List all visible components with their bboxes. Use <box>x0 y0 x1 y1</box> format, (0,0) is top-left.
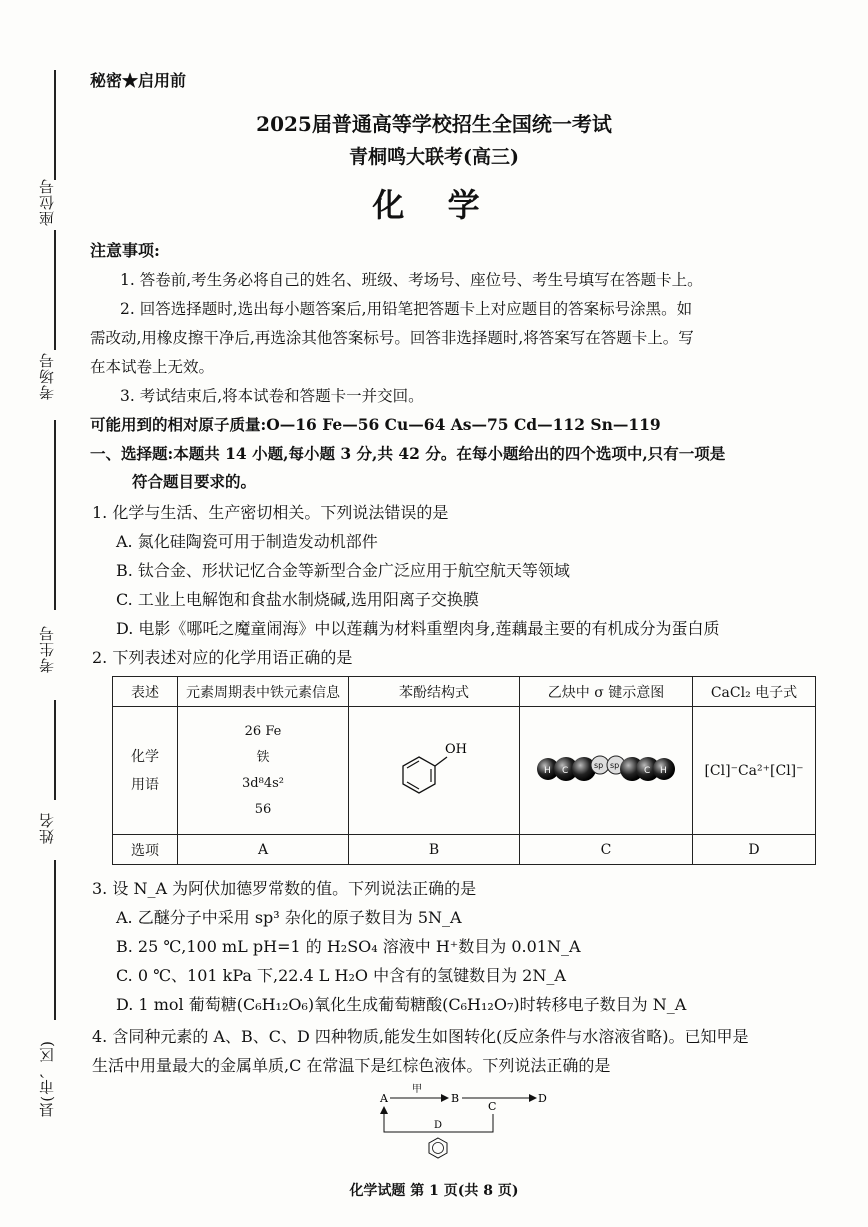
margin-label-county: 县(市、区) <box>38 1040 56 1118</box>
margin-line <box>54 230 56 350</box>
q3-option-b: B. 25 ℃,100 mL pH=1 的 H₂SO₄ 溶液中 H⁺数目为 0.01N_A <box>116 937 581 956</box>
q1-option-b: B. 钛合金、形状记忆合金等新型合金广泛应用于航空航天等领域 <box>116 561 570 580</box>
margin-line <box>54 420 56 610</box>
q2-phenol-cell <box>349 707 520 835</box>
q3-option-d: D. 1 mol 葡萄糖(C₆H₁₂O₆)氧化生成葡萄糖酸(C₆H₁₂O₇)时转移电子数目为 N_A <box>116 995 687 1014</box>
ballstick-label: sp <box>594 760 604 770</box>
notes-item-2a: 2. 回答选择题时,选出每小题答案后,用铅笔把答题卡上对应题目的答案标号涂黑。如 <box>120 300 693 318</box>
page-footer: 化学试题 第 1 页(共 8 页) <box>349 1183 519 1199</box>
phenol-structure-icon <box>389 729 479 809</box>
ballstick-label: C <box>644 765 651 776</box>
label-jia: 甲 <box>412 1084 422 1095</box>
loop-label-d: D <box>434 1120 443 1131</box>
section-1-line-2: 符合题目要求的。 <box>132 472 257 491</box>
fe-mass: 56 <box>254 801 272 817</box>
oh-label: OH <box>445 741 467 757</box>
ballstick-label: C <box>562 765 569 776</box>
benzene-icon <box>429 1138 447 1158</box>
margin-label-seat: 座位号 <box>38 178 56 226</box>
q2-stem: 2. 下列表述对应的化学用语正确的是 <box>92 648 353 667</box>
margin-label-room: 考场号 <box>38 352 56 400</box>
q4-line-2: 生活中用量最大的金属单质,C 在常温下是红棕色液体。下列说法正确的是 <box>92 1056 611 1075</box>
notes-title: 注意事项: <box>90 241 160 260</box>
q1-option-a: A. 氮化硅陶瓷可用于制造发动机部件 <box>116 532 378 551</box>
q2-header-desc: 表述 <box>113 677 178 707</box>
margin-label-name: 姓名 <box>38 812 56 844</box>
margin-line <box>54 860 56 1020</box>
notes-item-2b: 需改动,用橡皮擦干净后,再选涂其他答案标号。回答非选择题时,将答案写在答题卡上。写 <box>90 329 694 347</box>
q4-line-1: 4. 含同种元素的 A、B、C、D 四种物质,能发生如图转化(反应条件与水溶液省略)。已知甲是 <box>92 1027 749 1046</box>
benzene-ring-circle <box>433 1143 444 1154</box>
exam-subtitle: 青桐鸣大联考(高三) <box>349 146 519 168</box>
node-d: D <box>538 1092 547 1105</box>
ballstick-label: H <box>544 765 551 776</box>
q4-conversion-diagram <box>370 1080 560 1170</box>
acetylene-sigma-bond-diagram <box>536 749 676 789</box>
q2-option-c: C <box>520 835 693 865</box>
margin-label-examinee: 考生号 <box>38 625 56 673</box>
q2-option-d: D <box>693 835 816 865</box>
margin-line <box>54 700 56 800</box>
q1-stem: 1. 化学与生活、生产密切相关。下列说法错误的是 <box>92 503 449 522</box>
q2-header-acetylene: 乙炔中 σ 键示意图 <box>520 677 693 707</box>
q2-option-b: B <box>349 835 520 865</box>
q2-row-label: 化学 用语 <box>113 707 178 835</box>
q3-option-c: C. 0 ℃、101 kPa 下,22.4 L H₂O 中含有的氢键数目为 2N_A <box>116 966 566 985</box>
notes-item-3: 3. 考试结束后,将本试卷和答题卡一并交回。 <box>120 387 424 405</box>
node-b: B <box>451 1092 460 1105</box>
q2-cacl2-cell: [Cl]⁻Ca²⁺[Cl]⁻ <box>693 707 816 835</box>
notes-item-1: 1. 答卷前,考生务必将自己的姓名、班级、考场号、座位号、考生号填写在答题卡上。 <box>120 271 703 289</box>
subject-title: 化 学 <box>372 186 496 224</box>
q2-header-fe: 元素周期表中铁元素信息 <box>178 677 349 707</box>
fe-name: 铁 <box>256 749 270 765</box>
node-c: C <box>488 1100 497 1113</box>
q1-option-d: D. 电影《哪吒之魔童闹海》中以莲藕为材料重塑肉身,莲藕最主要的有机成分为蛋白质 <box>116 619 720 638</box>
notes-item-2c: 在本试卷上无效。 <box>90 358 215 376</box>
fe-config: 3d⁸4s² <box>242 775 284 791</box>
ballstick-label: H <box>660 765 667 776</box>
q2-fe-cell <box>178 707 349 835</box>
q1-option-c: C. 工业上电解饱和食盐水制烧碱,选用阳离子交换膜 <box>116 590 479 609</box>
exam-title: 2025届普通高等学校招生全国统一考试 <box>256 112 612 136</box>
secret-label: 秘密★启用前 <box>90 71 187 90</box>
fe-number: 26 Fe <box>244 723 282 739</box>
ballstick-label: sp <box>610 760 620 770</box>
section-1-line-1: 一、选择题:本题共 14 小题,每小题 3 分,共 42 分。在每小题给出的四个选项中,只有一项是 <box>90 444 726 463</box>
q2-table <box>112 676 816 865</box>
q2-option-a: A <box>178 835 349 865</box>
q3-stem: 3. 设 N_A 为阿伏加德罗常数的值。下列说法正确的是 <box>92 879 477 898</box>
benzene-ring <box>403 757 435 793</box>
q2-option-label: 选项 <box>113 835 178 865</box>
oh-bond <box>435 757 447 766</box>
q2-header-cacl2: CaCl₂ 电子式 <box>693 677 816 707</box>
node-a: A <box>380 1092 388 1105</box>
q2-acetylene-cell <box>520 707 693 835</box>
atomic-masses: 可能用到的相对原子质量:O—16 Fe—56 Cu—64 As—75 Cd—112 Sn—119 <box>90 415 661 434</box>
q2-header-phenol: 苯酚结构式 <box>349 677 520 707</box>
q3-option-a: A. 乙醚分子中采用 sp³ 杂化的原子数目为 5N_A <box>116 908 462 927</box>
